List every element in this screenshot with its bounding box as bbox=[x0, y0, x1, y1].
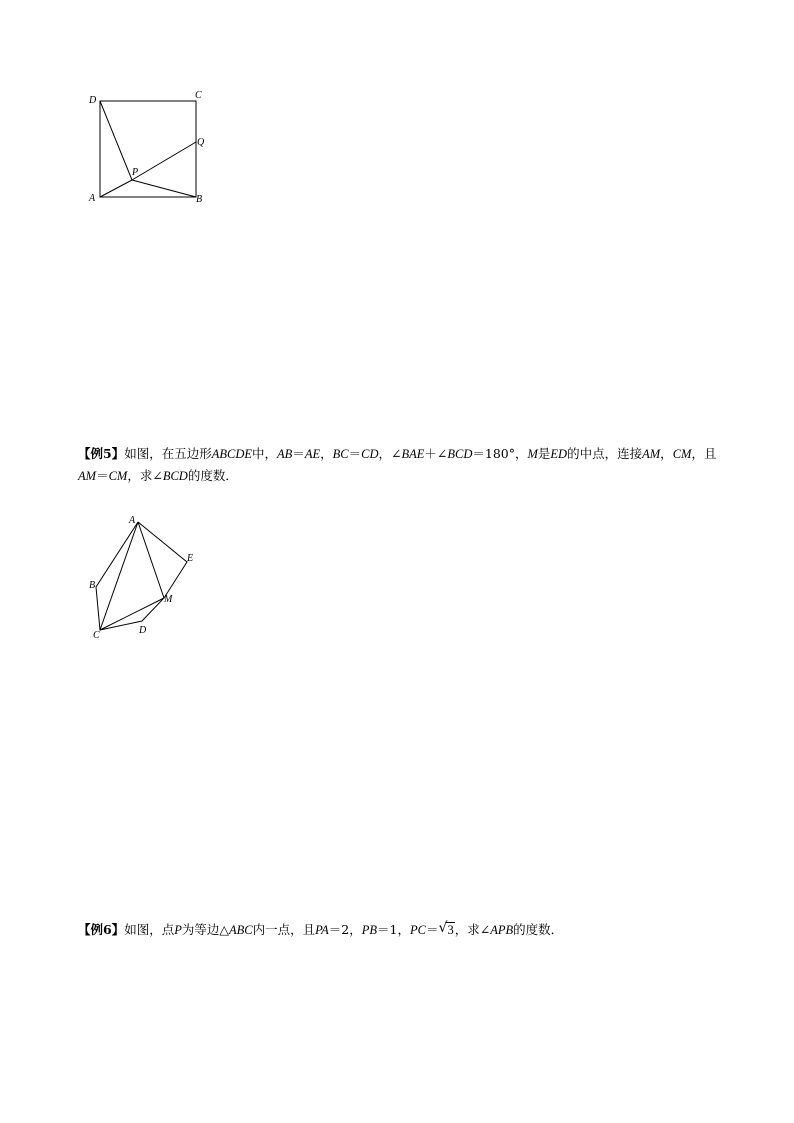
pentagon-abcde bbox=[96, 522, 187, 630]
segment-pa bbox=[100, 180, 132, 197]
square-figure bbox=[80, 85, 220, 210]
label-d: D bbox=[139, 625, 147, 636]
label-q: Q bbox=[197, 137, 205, 148]
label-c: C bbox=[93, 630, 100, 641]
sqrt-three: √ 3 bbox=[438, 920, 454, 937]
segment-pq bbox=[132, 142, 196, 180]
label-b: B bbox=[89, 580, 96, 591]
square-abcd bbox=[100, 101, 196, 197]
label-m: M bbox=[164, 594, 173, 605]
segment-pb bbox=[132, 180, 196, 197]
segment-dp bbox=[100, 101, 132, 180]
label-b: B bbox=[196, 194, 203, 205]
label-e: E bbox=[187, 553, 194, 564]
example-5-tag: 【例5】 bbox=[78, 446, 125, 461]
example-5-problem: 【例5】如图，在五边形ABCDE中，AB＝AE，BC＝CD，∠BAE＋∠BCD＝180°，M是ED的中点，连接AM，CM，且AM＝CM，求∠BCD的度数． bbox=[78, 446, 717, 483]
example-6-tag: 【例6】 bbox=[78, 922, 125, 937]
label-d: D bbox=[89, 95, 97, 106]
label-a: A bbox=[89, 193, 96, 204]
label-p: P bbox=[132, 167, 139, 178]
segment-am bbox=[138, 522, 164, 598]
label-a: A bbox=[129, 515, 136, 526]
pentagon-figure bbox=[80, 510, 210, 645]
label-c: C bbox=[195, 90, 202, 101]
example-6-problem: 【例6】如图，点P为等边△ABC内一点，且PA＝2，PB＝1，PC＝ √ 3，求∠APB的度数． bbox=[78, 919, 728, 941]
